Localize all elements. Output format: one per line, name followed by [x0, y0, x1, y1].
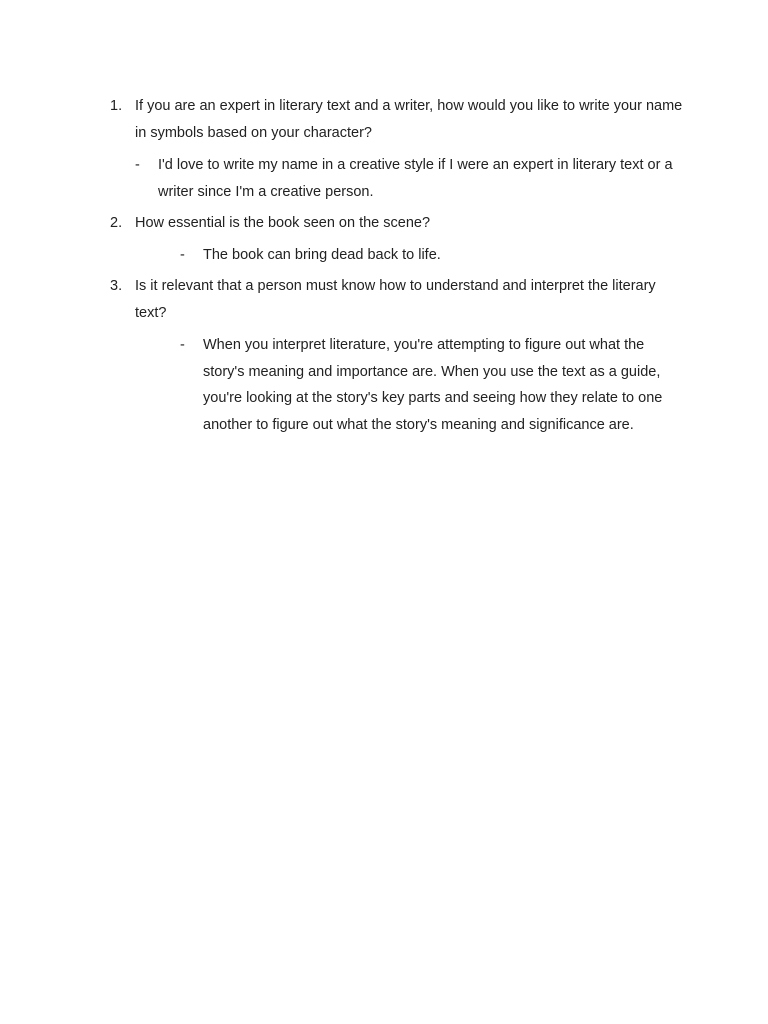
answer-text: When you interpret literature, you're attempting to figure out what the story's meaning and importance are. When you use the text as a guide, you're looking at the story's key parts and seeing how they relate to one another to figure out what the story's meaning and significance are. — [203, 337, 663, 433]
question-number: 3. — [110, 278, 123, 294]
answer-item-3 — [180, 332, 670, 438]
answer-dash-marker: - — [135, 157, 140, 173]
question-text: Is it relevant that a person must know how to understand and interpret the literary text? — [135, 278, 656, 321]
answer-item-1 — [135, 152, 675, 205]
answer-dash-marker: - — [180, 247, 185, 263]
answer-text: The book can bring dead back to life. — [203, 247, 441, 263]
question-item-1 — [110, 93, 690, 146]
question-text: How essential is the book seen on the scene? — [135, 215, 431, 231]
answer-dash-marker: - — [180, 337, 185, 353]
question-number: 1. — [110, 98, 123, 114]
answer-text: I'd love to write my name in a creative style if I were an expert in literary text or a writer since I'm a creative person. — [158, 157, 673, 200]
question-number: 2. — [110, 215, 123, 231]
question-item-2 — [110, 210, 690, 237]
question-text: If you are an expert in literary text and a writer, how would you like to write your name in symbols based on your character? — [135, 98, 683, 141]
question-item-3 — [110, 273, 690, 326]
answer-item-2 — [180, 242, 680, 269]
